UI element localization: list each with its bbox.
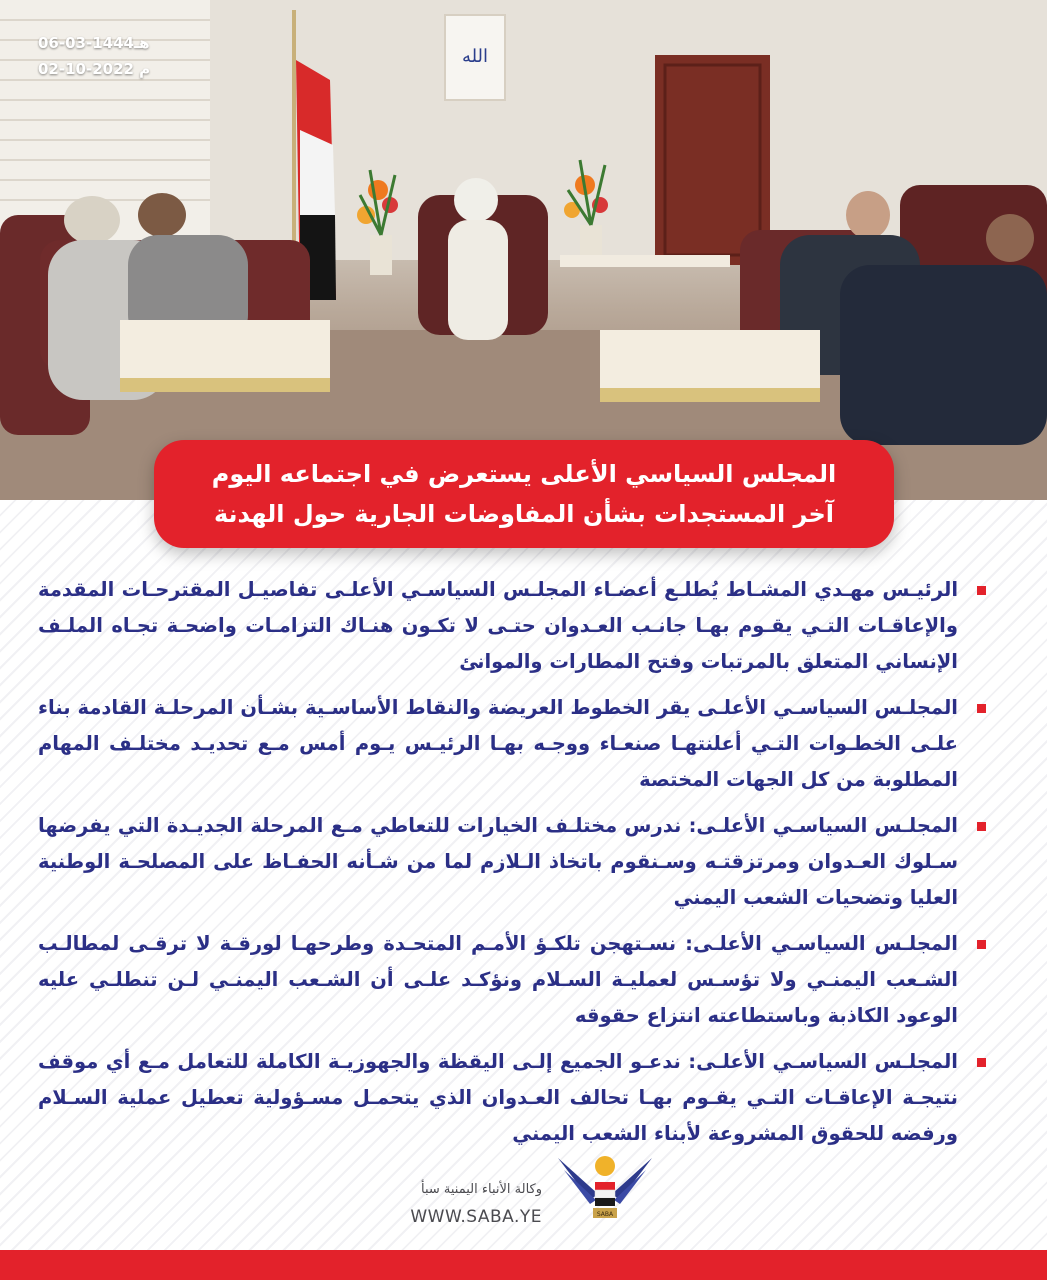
meeting-photo [0,0,1047,500]
bullet-square-icon [977,822,986,831]
headline-line-1: المجلس السياسي الأعلى يستعرض في اجتماعه اليوم [211,460,837,488]
bullet-square-icon [977,586,986,595]
gregorian-date: 02-10-2022 م [38,60,151,78]
news-point-text: المجلـس السياسـي الأعلـى: نسـتهجن تلكـؤ الأمـم المتحـدة وطرحهـا لورقـة لا ترقـى لمطالـب الشـعب اليمنـي ولا تؤسـس لعمليـة السـلام ونؤكـد علـى أن الشـعب اليمنـي لـن تنطلـي عليه الوعود الكاذبة وباستطاعته انتزاع حقوقه [38,932,958,1027]
meeting-photo-illustration [0,0,1047,500]
website-url[interactable]: WWW.SABA.YE [410,1207,542,1227]
bullet-square-icon [977,704,986,713]
hijri-date: 06-03-1444هـ [38,34,150,52]
news-point [38,572,988,680]
news-point-text: المجلـس السياسـي الأعلـى: ندعـو الجميع إلـى اليقظة والجهوزيـة الكاملة للتعامل مـع أي موقف نتيجـة الإعاقـات التـي يقـوم بهـا تحالف العـدوان الذي يتحمـل مسـؤولية تعطيل عملية السـلام ورفضه للحقوق المشروعة لأبناء الشعب اليمني [38,1050,958,1145]
svg-text:SABA: SABA [596,1211,614,1218]
news-point [38,1044,988,1152]
news-points [38,572,988,1162]
saba-logo-icon [550,1148,660,1230]
svg-text:الله: الله [461,46,489,67]
news-point [38,808,988,916]
bullet-square-icon [977,940,986,949]
news-point-text: المجلـس السياسـي الأعلـى يقر الخطوط العريضة والنقاط الأساسـية بشـأن المرحلـة القادمة بناء علـى الخطـوات التـي أعلنتهـا صنعـاء ووجـه بهـا الرئيـس يـوم أمس مـع تحديـد مختلـف المهام المطلوبة من كل الجهات المختصة [38,696,958,791]
news-point [38,690,988,798]
headline-line-2: آخر المستجدات بشأن المفاوضات الجارية حول الهدنة [213,500,835,528]
agency-name: وكالة الأنباء اليمنية سبأ [421,1182,542,1197]
news-point [38,926,988,1034]
news-point-text: الرئيـس مهـدي المشـاط يُطلـع أعضـاء المجلـس السياسـي الأعلـى تفاصيـل المقترحـات المقدمة والإعاقـات التـي يقـوم بهـا جانـب العـدوان حتـى لا تكـون هنـاك التزامـات واضحـة تجـاه الملـف الإنساني المتعلق بالمرتبات وفتح المطارات والموانئ [38,578,958,673]
bullet-square-icon [977,1058,986,1067]
headline-banner [154,440,894,548]
date-block [38,30,150,82]
bottom-red-bar [0,1250,1047,1280]
news-point-text: المجلـس السياسـي الأعلـى: ندرس مختلـف الخيارات للتعاطي مـع المرحلة الجديـدة التي يفرضها سـلوك العـدوان ومرتزقتـه وسـنقوم باتخاذ الـلازم لما من شـأنه الحفـاظ على المصلحـة الوطنية العليا وتضحيات الشعب اليمني [38,814,958,909]
